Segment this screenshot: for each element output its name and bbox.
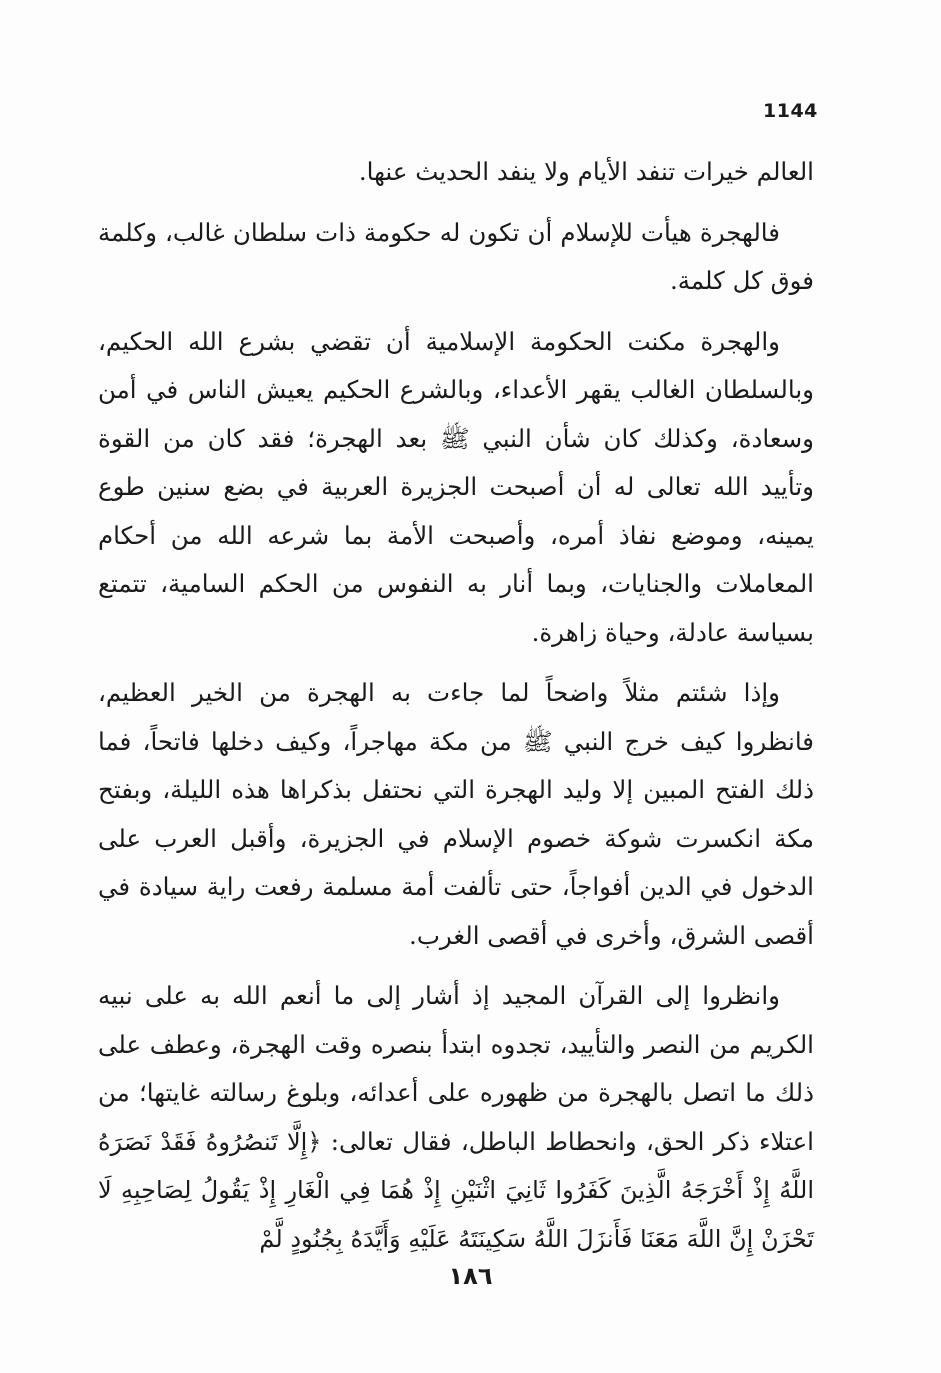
body-text — [98, 148, 814, 1275]
running-page-number: 1144 — [763, 100, 818, 122]
paragraph-5 — [98, 972, 814, 1263]
paragraph-2: فالهجرة هيأت للإسلام أن تكون له حكومة ذات سلطان غالب، وكلمة فوق كل كلمة. — [98, 217, 814, 295]
paragraph-1: العالم خيرات تنفد الأيام ولا ينفد الحديث عنها. — [358, 157, 814, 186]
paragraph-4: وإذا شئتم مثلاً واضحاً لما جاءت به الهجرة من الخير العظيم، فانظروا كيف خرج النبي ﷺ من مكة مهاجراً، وكيف دخلها فاتحاً، فما ذلك الفتح المبين إلا وليد الهجرة التي نحتفل بذكراها هذه الليلة، وبفتح مكة انكسرت شوكة خصوم الإسلام في الجزيرة، وأقبل العرب على الدخول في الدين أفواجاً، حتى تألفت أمة مسلمة رفعت راية سيادة في أقصى الشرق، وأخرى في أقصى الغرب. — [98, 678, 814, 950]
quran-verse: ﴿إِلَّا تَنصُرُوهُ فَقَدْ نَصَرَهُ اللَّهُ إِذْ أَخْرَجَهُ الَّذِينَ كَفَرُوا ثَانِيَ اثْنَيْنِ إِذْ هُمَا فِي الْغَارِ إِذْ يَقُولُ لِصَاحِبِهِ لَا تَحْزَنْ إِنَّ اللَّهَ مَعَنَا فَأَنزَلَ اللَّهُ سَكِينَتَهُ عَلَيْهِ وَأَيَّدَهُ بِجُنُودٍ لَّمْ — [98, 1127, 814, 1253]
footer-page-number: ١٨٦ — [448, 1262, 493, 1290]
paragraph-5-text: وانظروا إلى القرآن المجيد إذ أشار إلى ما أنعم الله به على نبيه الكريم من النصر والتأييد، تجدوه ابتدأ بنصره وقت الهجرة، وعطف على ذلك ما اتصل بالهجرة من ظهوره على أعدائه، وبلوغ رسالته غايتها؛ من اعتلاء ذكر الحق، وانحطاط الباطل، فقال تعالى: — [98, 981, 814, 1156]
paragraph-3: والهجرة مكنت الحكومة الإسلامية أن تقضي بشرع الله الحكيم، وبالسلطان الغالب يقهر الأعداء، وبالشرع الحكيم يعيش الناس في أمن وسعادة، وكذلك كان شأن النبي ﷺ بعد الهجرة؛ فقد كان من القوة وتأييد الله تعالى له أن أصبحت الجزيرة العربية في بضع سنين طوع يمينه، وموضع نفاذ أمره، وأصبحت الأمة بما شرعه الله من أحكام المعاملات والجنايات، وبما أنار به النفوس من الحكم السامية، تتمتع بسياسة عادلة، وحياة زاهرة. — [98, 326, 814, 647]
